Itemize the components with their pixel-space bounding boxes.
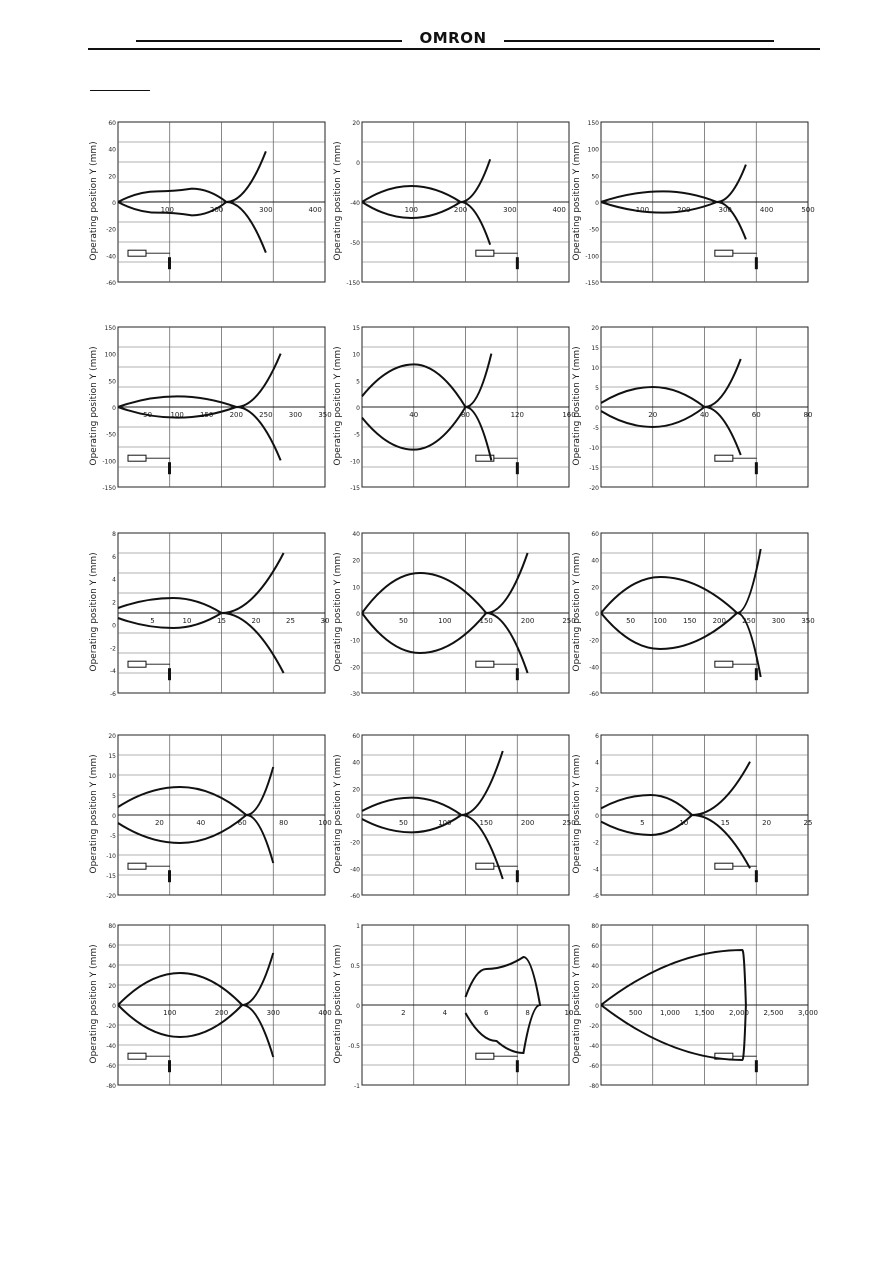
operating-range-chart [346,923,577,1090]
y-tick-label: -6 [593,893,599,900]
x-tick-label: 20 [762,819,772,827]
y-tick-label: 40 [352,531,360,538]
y-tick-label: -4 [593,866,599,874]
y-tick-label: -50 [106,431,116,439]
y-tick-label: -20 [589,485,599,492]
y-tick-label: -5 [354,431,360,439]
y-tick-label: -0.5 [348,1043,360,1050]
sensor-diagram-icon [128,661,171,680]
y-tick-label: 5 [356,378,360,386]
operating-range-chart [102,531,333,698]
y-tick-label: -5 [110,833,116,840]
operating-curve-1 [118,767,273,815]
x-tick-label: 200 [209,206,224,214]
x-tick-label: 100 [170,411,184,419]
y-tick-label: 80 [591,923,599,930]
x-tick-label: 80 [803,411,813,419]
x-tick-label: 200 [214,1009,229,1017]
y-tick-label: 80 [108,923,116,930]
y-tick-label: 60 [352,733,360,740]
x-tick-label: 300 [259,206,273,214]
operating-curve-1 [118,953,273,1005]
x-tick-label: 100 [635,206,650,214]
x-tick-label: 400 [552,206,566,214]
x-tick-label: 100 [404,206,418,214]
x-tick-label: 160 [562,411,576,419]
y-tick-label: 6 [112,553,116,561]
y-tick-label: -10 [106,853,116,860]
y-tick-label: -60 [589,1063,599,1070]
y-tick-label: 0 [356,160,360,167]
y-tick-label: 0 [356,611,360,618]
x-tick-label: 10 [679,819,689,827]
y-tick-label: 20 [108,173,116,181]
x-tick-label: 2,000 [728,1009,750,1017]
x-tick-label: 1,000 [659,1009,681,1017]
y-tick-label: -150 [585,280,599,287]
y-tick-label: 5 [595,385,599,392]
y-tick-label: -60 [106,280,116,287]
x-tick-label: 40 [409,411,419,419]
y-tick-label: -80 [589,1083,599,1090]
x-tick-label: 350 [318,411,332,419]
x-tick-label: 3,000 [797,1009,819,1017]
y-tick-label: 0 [112,1003,116,1010]
y-tick-label: -2 [110,645,116,653]
x-tick-label: 150 [200,411,214,419]
x-tick-label: 80 [279,819,289,827]
y-axis-label: Operating position Y (mm) [572,346,582,466]
operating-range-chart [585,923,819,1090]
operating-range-chart [102,733,333,900]
y-tick-label: 0 [595,813,599,820]
y-tick-label: -20 [589,637,599,645]
sensor-diagram-icon [476,1053,519,1072]
x-tick-label: 4 [442,1009,448,1017]
y-tick-label: 4 [595,759,599,767]
x-tick-label: 300 [503,206,517,214]
y-tick-label: 100 [104,351,116,359]
y-tick-label: -20 [350,664,360,672]
y-tick-label: -10 [350,637,360,645]
brand-logo: OMRON [419,29,487,47]
y-tick-label: -10 [589,445,599,452]
y-tick-label: -50 [589,226,599,234]
y-tick-label: -80 [106,1083,116,1090]
x-tick-label: 300 [771,617,786,625]
operating-range-chart [585,531,816,698]
y-tick-label: 0 [356,405,360,412]
x-tick-label: 250 [562,617,576,625]
y-tick-label: 40 [108,146,116,154]
y-tick-label: 10 [108,773,116,780]
x-tick-label: 150 [479,617,493,625]
y-tick-label: -20 [106,1023,116,1030]
operating-range-chart [102,120,333,287]
x-tick-label: 20 [251,617,261,625]
y-tick-label: 2 [112,599,116,607]
y-axis-label: Operating position Y (mm) [572,754,582,874]
x-tick-label: 200 [229,411,243,419]
operating-curve-2 [118,1005,273,1057]
y-tick-label: 10 [591,365,599,372]
y-axis-label: Operating position Y (mm) [89,552,99,672]
x-tick-label: 250 [259,411,273,419]
sensor-diagram-icon [476,863,519,882]
y-tick-label: 20 [108,733,116,740]
x-tick-label: 200 [520,819,535,827]
x-tick-label: 40 [196,819,206,827]
x-tick-label: 500 [801,206,815,214]
y-tick-label: -15 [350,485,360,492]
x-tick-label: 250 [562,819,576,827]
x-tick-label: 40 [700,411,709,419]
operating-range-chart [585,733,816,900]
y-tick-label: 0 [112,200,116,207]
x-tick-label: 25 [286,617,295,625]
y-tick-label: 60 [108,120,116,127]
y-tick-label: 40 [591,963,599,970]
operating-curve-1 [362,751,503,815]
y-axis-label: Operating position Y (mm) [333,141,343,261]
y-tick-label: -5 [593,425,599,432]
x-tick-label: 15 [217,617,226,625]
sensor-diagram-icon [128,863,171,882]
y-tick-label: 0 [595,200,599,207]
y-axis-label: Operating position Y (mm) [89,346,99,466]
x-tick-label: 300 [288,411,303,419]
y-axis-label: Operating position Y (mm) [333,346,343,466]
y-tick-label: 20 [108,983,116,990]
y-tick-label: -150 [346,280,360,287]
y-tick-label: -40 [106,1043,116,1050]
y-tick-label: 20 [591,983,599,990]
x-tick-label: 100 [438,819,452,827]
y-tick-label: 0 [112,405,116,412]
operating-curve-2 [118,202,266,253]
y-axis-label: Operating position Y (mm) [333,944,343,1064]
x-tick-label: 80 [461,411,470,419]
x-tick-label: 200 [453,206,468,214]
x-tick-label: 10 [182,617,192,625]
sensor-diagram-icon [476,455,519,474]
y-tick-label: 15 [591,345,599,352]
y-tick-label: 0 [356,1003,360,1010]
y-axis-label: Operating position Y (mm) [572,552,582,672]
x-tick-label: 100 [438,617,452,625]
x-tick-label: 8 [525,1009,530,1017]
x-tick-label: 20 [648,411,658,419]
x-tick-label: 200 [677,206,691,214]
y-tick-label: 8 [112,531,116,538]
x-tick-label: 5 [150,617,155,625]
y-tick-label: -40 [589,1043,599,1050]
y-tick-label: 20 [352,786,360,794]
sensor-diagram-icon [128,1053,171,1072]
y-tick-label: 0 [356,813,360,820]
y-tick-label: -40 [350,200,360,207]
y-axis-label: Operating position Y (mm) [89,944,99,1064]
y-axis-label: Operating position Y (mm) [572,141,582,261]
y-tick-label: 0 [112,622,116,630]
operating-curve-1 [601,762,750,815]
sensor-diagram-icon [715,455,758,474]
x-tick-label: 5 [640,819,645,827]
operating-range-chart [102,325,333,492]
y-tick-label: -15 [589,465,599,472]
y-tick-label: 5 [112,793,116,800]
operating-curve-1 [362,553,528,613]
y-tick-label: 15 [108,753,116,760]
x-tick-label: 50 [398,617,408,625]
x-tick-label: 150 [683,617,697,625]
y-tick-label: 0 [112,813,116,820]
y-tick-label: 0.5 [350,963,360,970]
operating-curve-2 [362,407,491,460]
y-tick-label: 20 [591,325,599,332]
y-tick-label: -4 [110,668,116,676]
y-tick-label: -20 [589,1023,599,1030]
y-tick-label: -20 [106,893,116,900]
x-tick-label: 150 [479,819,493,827]
operating-curve-1 [601,165,746,202]
x-tick-label: 300 [718,206,732,214]
x-tick-label: 1,500 [694,1009,715,1017]
y-tick-label: -60 [350,893,360,900]
y-tick-label: 4 [112,576,116,584]
operating-curve-2 [362,202,490,245]
operating-curve-2 [601,407,741,455]
x-tick-label: 60 [237,819,247,827]
y-tick-label: -6 [110,691,116,698]
sensor-diagram-icon [128,250,171,269]
y-tick-label: -100 [102,458,116,466]
y-tick-label: -60 [106,1063,116,1070]
y-tick-label: 1 [356,923,360,930]
sensor-diagram-icon [715,250,758,269]
operating-curve-1 [601,359,741,407]
operating-range-chart [585,325,816,492]
header-rule-left [136,40,402,42]
x-tick-label: 200 [712,617,726,625]
x-tick-label: 400 [318,1009,332,1017]
y-tick-label: -20 [106,226,116,234]
y-tick-label: -40 [589,664,599,672]
operating-curve-1 [601,950,746,1005]
x-tick-label: 60 [751,411,761,419]
y-tick-label: -20 [350,839,360,847]
operating-curve-1 [118,151,266,202]
sensor-diagram-icon [715,661,758,680]
y-tick-label: -50 [350,240,360,247]
y-tick-label: 40 [591,557,599,565]
y-axis-label: Operating position Y (mm) [333,552,343,672]
y-axis-label: Operating position Y (mm) [89,141,99,261]
y-tick-label: -2 [593,839,599,847]
operating-curve-2 [601,613,761,677]
y-tick-label: 50 [591,173,599,181]
sensor-diagram-icon [128,455,171,474]
x-tick-label: 30 [320,617,330,625]
operating-curve-1 [362,159,490,202]
header-rule-right [504,40,774,42]
top-rule [88,48,820,50]
y-tick-label: 60 [591,531,599,538]
y-tick-label: 0 [595,405,599,412]
x-tick-label: 400 [308,206,322,214]
sensor-diagram-icon [715,863,758,882]
y-tick-label: 20 [352,120,360,127]
sensor-diagram-icon [476,661,519,680]
x-tick-label: 15 [720,819,730,827]
section-mark [90,90,150,91]
y-axis-label: Operating position Y (mm) [572,944,582,1064]
x-tick-label: 120 [510,411,524,419]
x-tick-label: 50 [626,617,636,625]
y-tick-label: 0 [595,1003,599,1010]
x-tick-label: 50 [398,819,408,827]
y-tick-label: 10 [352,351,360,359]
y-axis-label: Operating position Y (mm) [333,754,343,874]
operating-range-chart [346,531,577,698]
y-tick-label: -40 [350,866,360,874]
x-tick-label: 500 [628,1009,643,1017]
x-tick-label: 100 [653,617,667,625]
x-tick-label: 250 [742,617,756,625]
y-tick-label: -15 [106,873,116,880]
operating-curve-1 [601,549,761,613]
x-tick-label: 400 [759,206,774,214]
x-tick-label: 100 [318,819,332,827]
y-tick-label: 0 [595,611,599,618]
sensor-diagram-icon [715,1053,758,1072]
y-tick-label: 150 [104,325,116,332]
operating-range-chart [346,325,577,492]
y-tick-label: 40 [108,963,116,970]
x-tick-label: 25 [803,819,813,827]
x-tick-label: 10 [564,1009,574,1017]
sensor-diagram-icon [476,250,519,269]
y-tick-label: 60 [591,943,599,950]
y-tick-label: 2 [595,786,599,794]
x-tick-label: 2 [401,1009,406,1017]
operating-range-chart [346,120,577,287]
y-tick-label: -30 [350,691,360,698]
x-tick-label: 50 [143,411,153,419]
y-tick-label: 20 [352,557,360,565]
x-tick-label: 2,500 [763,1009,784,1017]
y-tick-label: -10 [350,458,360,466]
y-tick-label: 50 [108,378,116,386]
x-tick-label: 100 [163,1009,177,1017]
y-tick-label: 15 [352,325,360,332]
y-tick-label: 60 [108,943,116,950]
y-tick-label: -150 [102,485,116,492]
y-tick-label: 20 [591,584,599,592]
x-tick-label: 20 [154,819,164,827]
y-tick-label: 150 [587,120,599,127]
y-tick-label: 10 [352,584,360,592]
x-tick-label: 350 [801,617,815,625]
x-tick-label: 200 [520,617,535,625]
operating-curve-1 [362,354,491,407]
operating-curve-1 [118,553,284,613]
y-tick-label: 100 [587,146,599,154]
y-tick-label: -100 [585,253,599,261]
operating-curve-1 [118,354,281,407]
y-tick-label: 6 [595,733,599,740]
y-tick-label: 40 [352,759,360,767]
x-tick-label: 100 [160,206,174,214]
x-tick-label: 300 [266,1009,280,1017]
y-tick-label: -60 [589,691,599,698]
y-tick-label: -1 [354,1083,360,1090]
y-axis-label: Operating position Y (mm) [89,754,99,874]
y-tick-label: -40 [106,253,116,261]
operating-range-chart [585,120,816,287]
operating-range-chart [102,923,333,1090]
x-tick-label: 6 [483,1009,489,1017]
operating-range-chart [346,733,577,900]
